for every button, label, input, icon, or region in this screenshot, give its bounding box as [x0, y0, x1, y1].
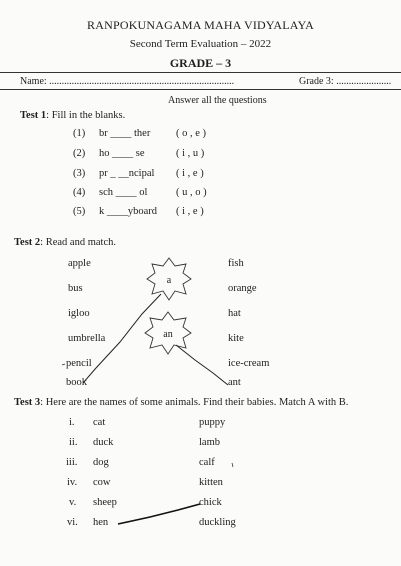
test2-left-word[interactable]: apple	[68, 258, 91, 269]
test2-right-word[interactable]: fish	[228, 258, 244, 269]
test1-item-word[interactable]: sch ____ ol	[99, 187, 148, 198]
test1-item-word[interactable]: ho ____ se	[99, 148, 145, 159]
test3-animal[interactable]: duck	[93, 437, 114, 448]
test3-row-num: vi.	[67, 517, 78, 528]
test3-row-num: i.	[69, 417, 75, 428]
school-name: RANPOKUNAGAMA MAHA VIDYALAYA	[87, 18, 314, 32]
test3-animal[interactable]: cow	[93, 477, 111, 488]
test2-left-word[interactable]: igloo	[68, 308, 90, 319]
test3-animal[interactable]: hen	[93, 517, 109, 528]
test1-item-num: (1)	[73, 128, 86, 139]
pen-mark	[62, 364, 65, 365]
test1-item-num: (4)	[73, 187, 86, 198]
grade-title: GRADE – 3	[169, 56, 232, 70]
test1-item-options: ( o , e )	[176, 128, 207, 139]
test3-baby[interactable]: chick	[199, 497, 222, 508]
test1-item-num: (3)	[73, 168, 86, 179]
instruction: Answer all the questions	[168, 95, 267, 106]
test3-baby[interactable]: kitten	[199, 477, 223, 488]
match-line-book-a	[83, 294, 161, 383]
test3-animal[interactable]: cat	[93, 417, 106, 428]
test3-baby[interactable]: calf	[199, 457, 215, 468]
test3-baby[interactable]: lamb	[199, 437, 220, 448]
test3-title: Test 3	[14, 397, 41, 408]
test3-row-num: iv.	[67, 477, 78, 488]
test2-left-word[interactable]: bus	[68, 283, 83, 294]
test1-item-num: (2)	[73, 148, 86, 159]
test2-right-word[interactable]: kite	[228, 333, 244, 344]
test2-right-word[interactable]: orange	[228, 283, 257, 294]
pen-mark	[232, 463, 233, 467]
star-an-label: an	[163, 329, 173, 340]
test3-row-num: ii.	[69, 437, 78, 448]
name-field[interactable]: Name: ..........................................................................	[20, 76, 235, 87]
test1-item-word[interactable]: pr _ __ncipal	[99, 168, 155, 179]
test3-prompt: : Here are the names of some animals. Find their babies. Match A with B.	[40, 397, 349, 408]
test3-row-num: iii.	[66, 457, 78, 468]
test1-item-options: ( i , e )	[176, 168, 204, 179]
test2-left-word[interactable]: book	[66, 377, 87, 388]
test2-left-word[interactable]: umbrella	[68, 333, 106, 344]
star-a-label: a	[166, 275, 172, 286]
test1-item-options: ( i , e )	[176, 206, 204, 217]
test2-prompt: : Read and match.	[40, 237, 116, 248]
test1-item-options: ( u , o )	[176, 187, 207, 198]
test3-animal[interactable]: sheep	[93, 497, 117, 508]
match-line-an-ant	[176, 345, 228, 385]
term-title: Second Term Evaluation – 2022	[129, 38, 272, 50]
test1-prompt: : Fill in the blanks.	[46, 110, 126, 121]
test3-animal[interactable]: dog	[93, 457, 109, 468]
test1-title: Test 1	[20, 110, 47, 121]
test2-right-word[interactable]: ice-cream	[228, 358, 270, 369]
test2-right-word[interactable]: ant	[228, 377, 241, 388]
match-line-hen-chick	[118, 504, 200, 524]
test2-title: Test 2	[14, 237, 41, 248]
test1-item-word[interactable]: k ____yboard	[99, 206, 158, 217]
test3-baby[interactable]: duckling	[199, 517, 236, 528]
test2-left-word[interactable]: pencil	[66, 358, 92, 369]
test2-right-word[interactable]: hat	[228, 308, 241, 319]
test1-item-num: (5)	[73, 206, 86, 217]
test3-baby[interactable]: puppy	[199, 417, 226, 428]
test3-row-num: v.	[69, 497, 77, 508]
grade-field[interactable]: Grade 3: ......................	[299, 76, 392, 87]
test1-item-options: ( i , u )	[176, 148, 205, 159]
test1-item-word[interactable]: br ____ ther	[99, 128, 151, 139]
